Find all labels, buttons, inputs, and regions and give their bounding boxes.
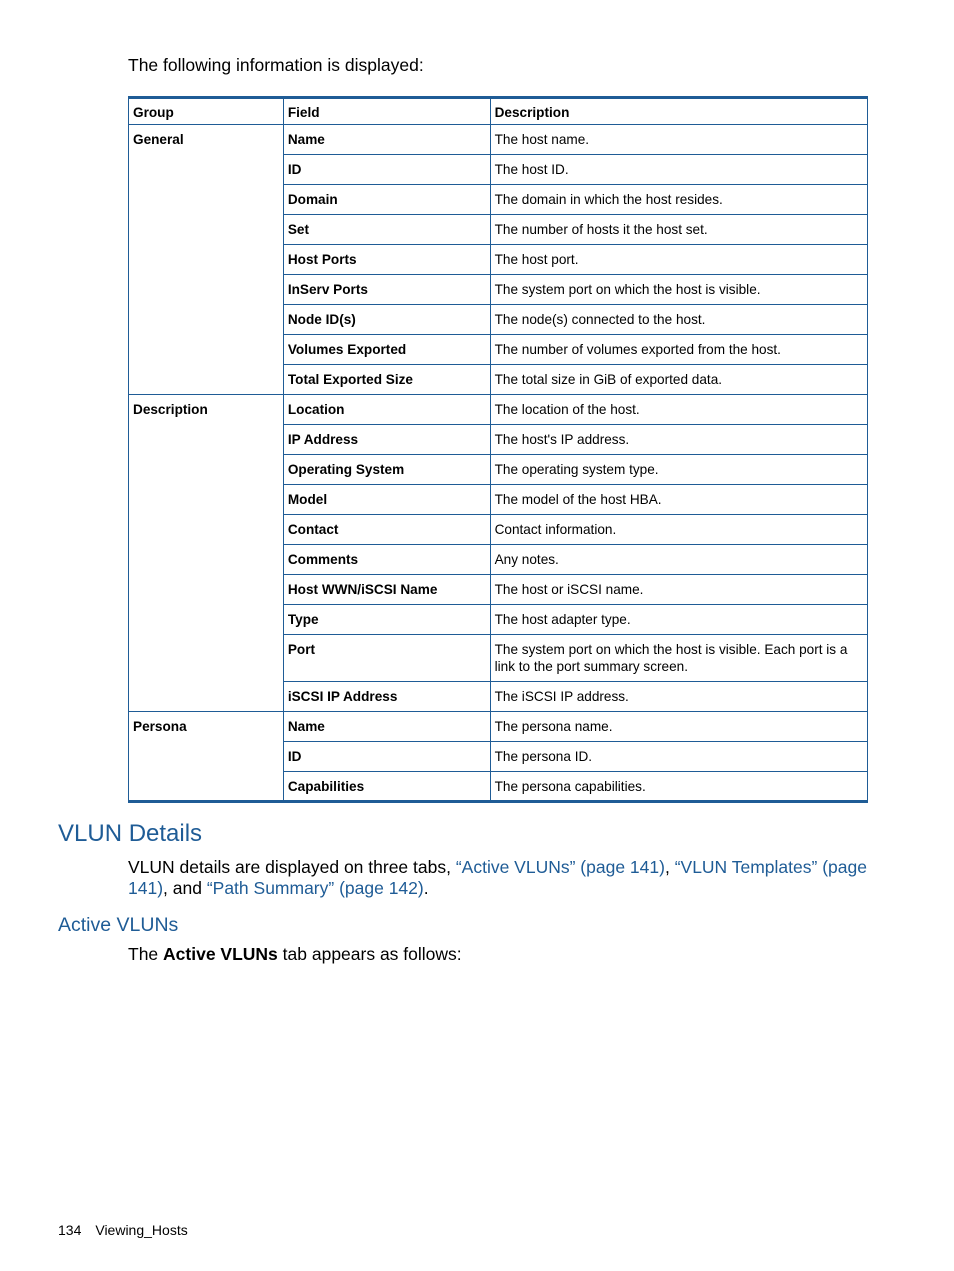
description-cell: The number of volumes exported from the host. [490,335,867,365]
field-cell: ID [283,155,490,185]
group-cell: Description [129,395,284,712]
description-cell: The number of hosts it the host set. [490,215,867,245]
description-cell: The persona name. [490,712,867,742]
description-cell: The domain in which the host resides. [490,185,867,215]
description-cell: The total size in GiB of exported data. [490,365,867,395]
description-cell: The node(s) connected to the host. [490,305,867,335]
vlun-text-before: VLUN details are displayed on three tabs, [128,857,456,877]
table-body [129,125,868,802]
field-cell: ID [283,742,490,772]
description-cell: The operating system type. [490,455,867,485]
page-footer [58,1222,188,1238]
description-cell: Any notes. [490,545,867,575]
active-text-pre: The [128,944,164,964]
intro-text: The following information is displayed: [128,55,424,75]
field-cell: Host Ports [283,245,490,275]
field-cell: Domain [283,185,490,215]
field-cell: Name [283,712,490,742]
header-description: Description [490,98,867,125]
active-text-bold: Active VLUNs [163,944,278,964]
active-vluns-heading: Active VLUNs [58,914,179,936]
description-cell: The persona ID. [490,742,867,772]
vlun-details-heading: VLUN Details [58,820,203,847]
footer-section: Viewing_Hosts [95,1222,188,1238]
host-info-table [128,96,868,803]
page-number: 134 [58,1222,82,1238]
field-cell: Type [283,605,490,635]
field-cell: Total Exported Size [283,365,490,395]
field-cell: Name [283,125,490,155]
description-cell: Contact information. [490,515,867,545]
field-cell: Comments [283,545,490,575]
header-field: Field [283,98,490,125]
group-cell: Persona [129,712,284,802]
description-cell: The model of the host HBA. [490,485,867,515]
path-summary-link[interactable]: “Path Summary” (page 142) [206,878,424,898]
description-cell: The host or iSCSI name. [490,575,867,605]
description-cell: The persona capabilities. [490,772,867,802]
field-cell: IP Address [283,425,490,455]
table-header-row [129,98,868,125]
description-cell: The host's IP address. [490,425,867,455]
active-vluns-link[interactable]: “Active VLUNs” (page 141) [455,857,665,877]
description-cell: The system port on which the host is visible. [490,275,867,305]
field-cell: Port [283,635,490,682]
group-cell: General [129,125,284,395]
description-cell: The host ID. [490,155,867,185]
header-group: Group [129,98,284,125]
field-cell: Operating System [283,455,490,485]
vlun-text-sep1: , [664,857,675,877]
description-cell: The host adapter type. [490,605,867,635]
table-row [129,395,868,425]
table-row [129,125,868,155]
description-cell: The system port on which the host is visible. Each port is a link to the port summary screen. [490,635,867,682]
field-cell: Volumes Exported [283,335,490,365]
vlun-text-after: . [423,878,429,898]
field-cell: Location [283,395,490,425]
field-cell: Node ID(s) [283,305,490,335]
vlun-details-text [128,857,873,899]
field-cell: Model [283,485,490,515]
field-cell: Set [283,215,490,245]
description-cell: The iSCSI IP address. [490,682,867,712]
field-cell: Capabilities [283,772,490,802]
active-vluns-text [128,944,462,965]
field-cell: Host WWN/iSCSI Name [283,575,490,605]
field-cell: Contact [283,515,490,545]
table-row [129,712,868,742]
active-text-post: tab appears as follows: [277,944,462,964]
description-cell: The location of the host. [490,395,867,425]
description-cell: The host name. [490,125,867,155]
vlun-templates-link[interactable]: “VLUN Templates” (page 141) [128,857,867,898]
field-cell: InServ Ports [283,275,490,305]
description-cell: The host port. [490,245,867,275]
vlun-text-sep2: , and [163,878,207,898]
field-cell: iSCSI IP Address [283,682,490,712]
